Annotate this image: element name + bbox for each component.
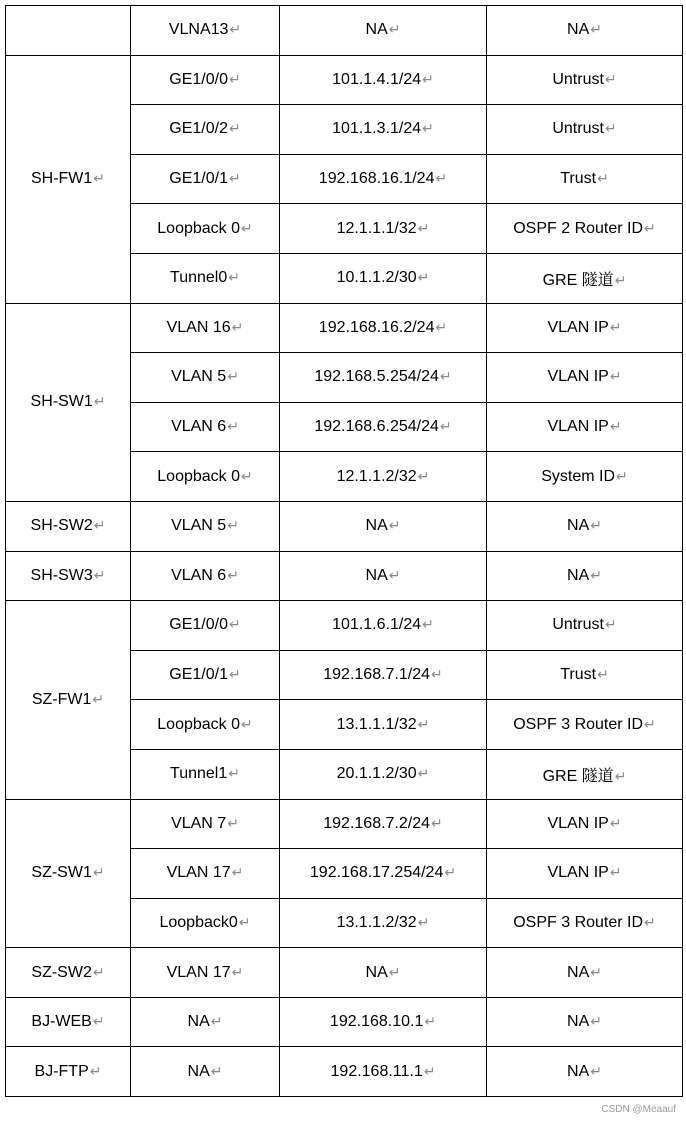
interface-cell-text: Tunnel1 [170,765,228,783]
paragraph-mark-icon: ↵ [388,963,401,980]
paragraph-mark-icon: ↵ [227,814,239,831]
interface-cell [131,1047,280,1097]
paragraph-mark-icon: ↵ [93,517,106,534]
note-cell-text: OSPF 3 Router ID [513,913,644,931]
interface-cell-text: GE1/0/1 [169,666,228,684]
paragraph-mark-icon: ↵ [604,70,617,87]
table-body [6,6,683,1097]
note-cell-text: Untrust [552,616,604,634]
paragraph-mark-icon: ↵ [228,616,241,633]
table-row [6,799,683,849]
paragraph-mark-icon: ↵ [435,318,448,335]
paragraph-mark-icon: ↵ [417,269,430,286]
paragraph-mark-icon: ↵ [590,566,602,583]
device-cell-text: SZ-SW1 [31,864,92,882]
paragraph-mark-icon: ↵ [590,21,602,38]
note-cell [487,799,683,849]
paragraph-mark-icon: ↵ [431,666,443,683]
note-cell [487,6,683,56]
ip-address-cell [280,154,487,204]
paragraph-mark-icon: ↵ [92,963,105,980]
interface-cell [131,303,280,353]
ip-address-cell-text: 101.1.3.1/24 [332,120,422,138]
note-cell [487,849,683,899]
ip-address-cell [280,749,487,799]
paragraph-mark-icon: ↵ [609,864,622,881]
note-cell-text: Trust [560,170,597,188]
paragraph-mark-icon: ↵ [388,517,401,534]
ip-address-cell-text: 13.1.1.1/32 [336,715,417,733]
interface-cell [131,452,280,502]
note-cell-text: System ID [541,467,616,485]
note-cell [487,402,683,452]
ip-address-cell-text: 13.1.1.2/32 [336,913,417,931]
paragraph-mark-icon: ↵ [231,318,244,335]
interface-cell-text: Loopback 0 [157,715,240,733]
ip-address-cell [280,55,487,105]
ip-address-cell-text: 192.168.7.1/24 [323,666,431,684]
device-cell-text: SZ-FW1 [31,690,92,708]
interface-cell [131,551,280,601]
paragraph-mark-icon: ↵ [644,913,656,930]
ip-address-cell [280,997,487,1047]
ip-address-cell-text: 192.168.11.1 [330,1062,423,1080]
paragraph-mark-icon: ↵ [439,368,452,385]
ip-address-cell-text: 192.168.16.2/24 [318,318,435,336]
device-cell [6,1047,131,1097]
interface-cell-text: VLAN 16 [166,318,231,336]
ip-address-cell-text: NA [365,566,388,584]
note-cell [487,253,683,303]
paragraph-mark-icon: ↵ [92,690,105,707]
paragraph-mark-icon: ↵ [231,963,244,980]
paragraph-mark-icon: ↵ [435,170,448,187]
device-cell [6,997,131,1047]
interface-cell [131,601,280,651]
paragraph-mark-icon: ↵ [590,517,602,534]
paragraph-mark-icon: ↵ [422,616,434,633]
note-cell [487,898,683,948]
ip-address-cell [280,452,487,502]
interface-cell-text: GE1/0/2 [169,120,228,138]
note-cell-text: VLAN IP [547,318,609,336]
paragraph-mark-icon: ↵ [241,715,253,732]
device-cell [6,303,131,501]
ip-address-cell-text: 12.1.1.1/32 [336,219,417,237]
note-cell [487,601,683,651]
ip-address-cell [280,601,487,651]
interface-cell [131,650,280,700]
interface-cell-text: GE1/0/0 [169,70,228,88]
ip-address-cell [280,353,487,403]
device-cell-text: SZ-SW2 [31,963,92,981]
paragraph-mark-icon: ↵ [210,1013,223,1030]
ip-address-cell [280,849,487,899]
table-row [6,948,683,998]
interface-cell-text: GE1/0/1 [169,170,228,188]
paragraph-mark-icon: ↵ [231,864,244,881]
ip-address-cell [280,303,487,353]
paragraph-mark-icon: ↵ [92,1013,105,1030]
note-cell [487,700,683,750]
ip-address-cell [280,6,487,56]
ip-address-cell-text: 10.1.1.2/30 [336,269,417,287]
interface-cell [131,204,280,254]
ip-address-cell [280,402,487,452]
interface-cell [131,948,280,998]
paragraph-mark-icon: ↵ [597,666,609,683]
paragraph-mark-icon: ↵ [92,864,105,881]
note-cell [487,749,683,799]
ip-address-cell [280,501,487,551]
paragraph-mark-icon: ↵ [422,70,434,87]
paragraph-mark-icon: ↵ [590,1013,602,1030]
ip-address-cell [280,948,487,998]
paragraph-mark-icon: ↵ [609,418,622,435]
paragraph-mark-icon: ↵ [423,1062,436,1079]
note-cell-text: NA [567,1013,590,1031]
interface-cell [131,898,280,948]
paragraph-mark-icon: ↵ [609,368,622,385]
note-cell-text: Trust [560,666,597,684]
table-row [6,501,683,551]
paragraph-mark-icon: ↵ [417,765,430,782]
paragraph-mark-icon: ↵ [228,70,241,87]
paragraph-mark-icon: ↵ [227,517,239,534]
device-cell [6,551,131,601]
note-cell [487,452,683,502]
note-cell [487,1047,683,1097]
interface-cell [131,501,280,551]
paragraph-mark-icon: ↵ [89,1062,102,1079]
note-cell-text: VLAN IP [547,864,609,882]
table-row [6,997,683,1047]
paragraph-mark-icon: ↵ [417,913,430,930]
device-cell [6,501,131,551]
interface-cell [131,997,280,1047]
paragraph-mark-icon: ↵ [604,616,617,633]
paragraph-mark-icon: ↵ [417,715,430,732]
note-cell [487,303,683,353]
note-cell-text: NA [567,963,590,981]
interface-cell [131,799,280,849]
device-cell-text: SH-SW2 [30,517,93,535]
note-cell-text: VLAN IP [547,418,609,436]
paragraph-mark-icon: ↵ [227,418,239,435]
interface-cell-text: VLAN 17 [166,864,231,882]
ip-address-cell-text: NA [365,963,388,981]
paragraph-mark-icon: ↵ [616,467,628,484]
note-cell [487,204,683,254]
interface-cell-text: VLAN 5 [171,517,227,535]
interface-cell-text: VLAN 6 [171,566,227,584]
paragraph-mark-icon: ↵ [590,1062,602,1079]
paragraph-mark-icon: ↵ [93,566,106,583]
note-cell [487,551,683,601]
device-cell [6,55,131,303]
interface-cell-text: Loopback 0 [157,219,240,237]
note-cell-text: NA [567,21,590,39]
interface-cell-text: VLAN 5 [171,368,227,386]
network-address-table [5,5,683,1097]
ip-address-cell-text: 192.168.7.2/24 [323,814,431,832]
device-cell-text: SH-SW3 [30,566,93,584]
paragraph-mark-icon: ↵ [644,219,656,236]
ip-address-cell [280,898,487,948]
device-cell-text: BJ-FTP [34,1062,89,1080]
ip-address-cell [280,799,487,849]
interface-cell-text: Loopback0 [159,913,238,931]
note-cell-text: OSPF 2 Router ID [513,219,644,237]
paragraph-mark-icon: ↵ [210,1062,223,1079]
note-cell [487,650,683,700]
interface-cell [131,353,280,403]
paragraph-mark-icon: ↵ [238,913,251,930]
paragraph-mark-icon: ↵ [241,219,253,236]
ip-address-cell-text: 192.168.16.1/24 [318,170,435,188]
note-cell [487,105,683,155]
note-cell-text: GRE 隧道 [542,767,614,785]
paragraph-mark-icon: ↵ [228,170,241,187]
paragraph-mark-icon: ↵ [93,170,106,187]
paragraph-mark-icon: ↵ [422,120,434,137]
paragraph-mark-icon: ↵ [228,666,241,683]
interface-cell-text: VLAN 6 [171,418,227,436]
paragraph-mark-icon: ↵ [228,765,240,782]
interface-cell [131,55,280,105]
paragraph-mark-icon: ↵ [93,393,106,410]
paragraph-mark-icon: ↵ [431,814,443,831]
paragraph-mark-icon: ↵ [229,21,242,38]
ip-address-cell-text: 101.1.6.1/24 [332,616,422,634]
watermark: CSDN @Meaauf [601,1104,676,1115]
paragraph-mark-icon: ↵ [444,864,457,881]
device-cell-text: SH-SW1 [30,393,93,411]
paragraph-mark-icon: ↵ [644,715,656,732]
note-cell-text: VLAN IP [547,368,609,386]
note-cell-text: NA [567,517,590,535]
note-cell-text: Untrust [552,70,604,88]
paragraph-mark-icon: ↵ [388,566,401,583]
ip-address-cell-text: NA [365,21,388,39]
note-cell-text: NA [567,1062,590,1080]
paragraph-mark-icon: ↵ [609,318,622,335]
paragraph-mark-icon: ↵ [604,120,617,137]
ip-address-cell-text: 192.168.17.254/24 [309,864,444,882]
interface-cell-text: VLAN 17 [166,963,231,981]
paragraph-mark-icon: ↵ [614,271,627,288]
note-cell-text: Untrust [552,120,604,138]
interface-cell [131,849,280,899]
note-cell [487,353,683,403]
ip-address-cell-text: 20.1.1.2/30 [336,765,417,783]
note-cell-text: GRE 隧道 [542,271,614,289]
device-cell [6,799,131,948]
table-row [6,1047,683,1097]
device-cell [6,6,131,56]
paragraph-mark-icon: ↵ [424,1013,437,1030]
interface-cell-text: NA [187,1013,210,1031]
ip-address-cell [280,253,487,303]
paragraph-mark-icon: ↵ [590,963,602,980]
ip-address-cell [280,700,487,750]
ip-address-cell-text: 12.1.1.2/32 [336,467,417,485]
note-cell-text: VLAN IP [547,814,609,832]
ip-address-cell-text: 101.1.4.1/24 [332,70,422,88]
ip-address-cell-text: NA [365,517,388,535]
note-cell [487,948,683,998]
paragraph-mark-icon: ↵ [228,120,241,137]
note-cell [487,154,683,204]
paragraph-mark-icon: ↵ [439,418,452,435]
paragraph-mark-icon: ↵ [227,368,239,385]
interface-cell [131,402,280,452]
note-cell-text: NA [567,566,590,584]
note-cell [487,997,683,1047]
interface-cell-text: NA [187,1062,210,1080]
table-row [6,55,683,105]
ip-address-cell [280,1047,487,1097]
paragraph-mark-icon: ↵ [241,467,253,484]
interface-cell-text: GE1/0/0 [169,616,228,634]
interface-cell [131,749,280,799]
interface-cell [131,105,280,155]
ip-address-cell [280,551,487,601]
paragraph-mark-icon: ↵ [417,219,430,236]
note-cell [487,501,683,551]
note-cell-text: OSPF 3 Router ID [513,715,644,733]
device-cell-text: BJ-WEB [31,1013,92,1031]
table-row [6,6,683,56]
paragraph-mark-icon: ↵ [417,467,430,484]
ip-address-cell-text: 192.168.6.254/24 [314,418,439,436]
ip-address-cell [280,204,487,254]
paragraph-mark-icon: ↵ [597,170,609,187]
interface-cell-text: VLNA13 [168,21,229,39]
interface-cell-text: Tunnel0 [170,269,228,287]
device-cell [6,948,131,998]
paragraph-mark-icon: ↵ [614,767,627,784]
device-cell-text: SH-FW1 [30,170,93,188]
table-row [6,601,683,651]
ip-address-cell-text: 192.168.5.254/24 [314,368,439,386]
interface-cell [131,700,280,750]
ip-address-cell [280,105,487,155]
paragraph-mark-icon: ↵ [228,269,240,286]
note-cell [487,55,683,105]
interface-cell-text: Loopback 0 [157,467,240,485]
interface-cell [131,6,280,56]
table-row [6,303,683,353]
paragraph-mark-icon: ↵ [388,21,401,38]
device-cell [6,601,131,799]
ip-address-cell [280,650,487,700]
paragraph-mark-icon: ↵ [609,814,622,831]
interface-cell [131,253,280,303]
table-row [6,551,683,601]
interface-cell [131,154,280,204]
interface-cell-text: VLAN 7 [171,814,227,832]
ip-address-cell-text: 192.168.10.1 [329,1013,424,1031]
paragraph-mark-icon: ↵ [227,566,239,583]
